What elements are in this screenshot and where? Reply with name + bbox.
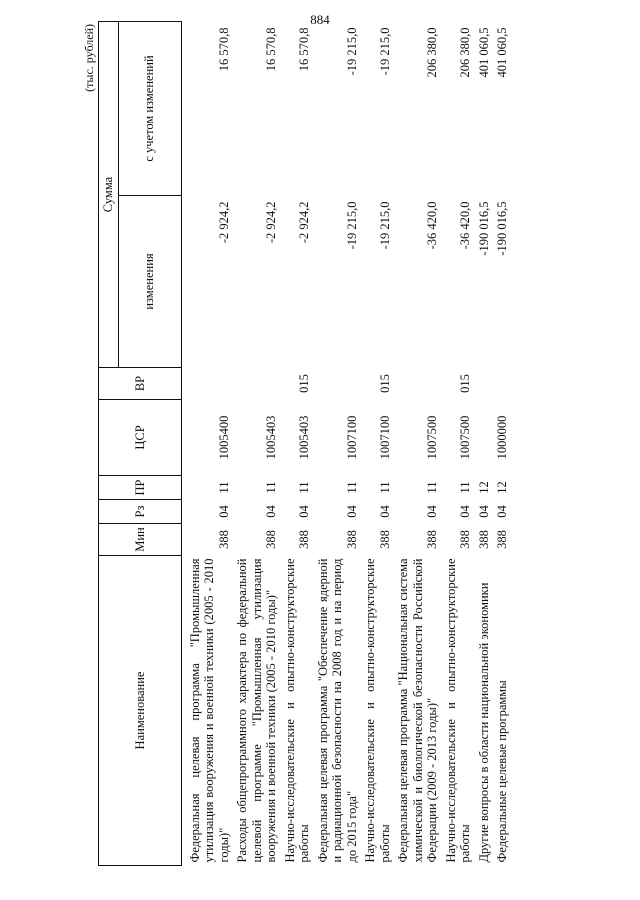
- cell-pr: 11: [297, 481, 311, 494]
- cell-rz: 04: [344, 505, 359, 518]
- cell-total: -19 215,0: [344, 27, 359, 76]
- cell-csr: 1005403: [297, 415, 311, 460]
- cell-rz: 04: [425, 505, 439, 518]
- cell-pr: 11: [425, 481, 439, 494]
- cell-csr: 1000000: [495, 415, 509, 460]
- table-row: [283, 22, 316, 866]
- cell-change: -2 924,2: [216, 201, 231, 244]
- table-row: [444, 22, 477, 866]
- table-header: [99, 22, 182, 866]
- cell-min: 388: [495, 530, 509, 549]
- cell-vr: 015: [458, 374, 472, 393]
- cell-min: 388: [377, 530, 392, 549]
- cell-vr: [181, 368, 235, 400]
- cell-min: 388: [425, 530, 439, 549]
- cell-min: 388: [458, 530, 472, 549]
- cell-csr: 1007500: [425, 415, 439, 460]
- cell-csr: 1007100: [377, 415, 392, 460]
- table-row: [363, 22, 396, 866]
- cell-csr: [477, 400, 496, 476]
- cell-change: -19 215,0: [344, 201, 359, 250]
- cell-name: Федеральная целевая программа "Обеспечение ядерной и радиационной безопасности на 2008 год и на период до 2015 года": [315, 558, 359, 863]
- cell-rz: 04: [264, 505, 278, 518]
- cell-vr: [396, 368, 444, 400]
- cell-pr: 12: [476, 481, 491, 494]
- header-change: изменения: [118, 196, 181, 368]
- header-min: Мин: [99, 524, 182, 556]
- cell-change: -190 016,5: [495, 201, 509, 256]
- cell-min: 388: [264, 530, 278, 549]
- cell-min: 388: [344, 530, 359, 549]
- header-rz: Рз: [99, 500, 182, 524]
- table-row: [181, 22, 235, 866]
- cell-vr: [495, 368, 514, 400]
- cell-min: 388: [476, 530, 491, 549]
- cell-pr: 11: [458, 481, 472, 494]
- table-row: [396, 22, 444, 866]
- cell-total: 206 380,0: [425, 27, 439, 78]
- header-name: Наименование: [99, 556, 182, 866]
- table-body: [181, 22, 514, 866]
- cell-total: 16 570,8: [297, 27, 311, 72]
- header-vr: ВР: [99, 368, 182, 400]
- cell-name: Расходы общепрограммного характера по федеральной целевой программе "Промышленная утилизация вооружения и военной техники (2005 - 2010 годы)": [235, 558, 278, 863]
- cell-change: -2 924,2: [297, 201, 311, 244]
- header-csr: ЦСР: [99, 400, 182, 476]
- cell-min: 388: [216, 530, 231, 549]
- cell-total: 16 570,8: [264, 27, 278, 72]
- table-row: [235, 22, 283, 866]
- cell-change: -36 420,0: [458, 201, 472, 250]
- table-row: [495, 22, 514, 866]
- cell-rz: 04: [458, 505, 472, 518]
- cell-total: 206 380,0: [458, 27, 472, 78]
- cell-total: 401 060,5: [495, 27, 509, 78]
- cell-vr: [316, 368, 364, 400]
- budget-table: [98, 21, 514, 866]
- header-with-changes: с учетом изменений: [118, 22, 181, 196]
- table-row: [477, 22, 496, 866]
- cell-pr: 11: [264, 481, 278, 494]
- cell-csr: 1005403: [264, 415, 278, 460]
- cell-change: -19 215,0: [377, 201, 392, 250]
- header-sum: Сумма: [99, 22, 119, 368]
- units-label: (тыс. рублей): [82, 24, 96, 92]
- cell-csr: 1005400: [216, 415, 231, 460]
- cell-name: Федеральная целевая программа "Национальная система химической и биологической безопасности Российской Федерации (2009 - 2013 годы)": [396, 558, 439, 863]
- cell-rz: 04: [476, 505, 491, 518]
- cell-pr: 11: [344, 481, 359, 494]
- cell-change: -2 924,2: [264, 201, 278, 244]
- rotated-page: [80, 22, 550, 866]
- cell-min: 388: [297, 530, 311, 549]
- cell-total: -19 215,0: [377, 27, 392, 76]
- cell-vr: [235, 368, 283, 400]
- cell-total: 16 570,8: [216, 27, 231, 72]
- cell-name: Федеральная целевая программа "Промышленная утилизация вооружения и военной техники (2005 - 2010 годы)": [187, 558, 231, 863]
- cell-pr: 11: [216, 481, 231, 494]
- cell-name: Научно-исследовательские и опытно-конструкторские работы: [282, 558, 311, 863]
- cell-csr: 1007100: [344, 415, 359, 460]
- cell-rz: 04: [297, 505, 311, 518]
- cell-total: 401 060,5: [476, 27, 491, 78]
- page-number: 884: [310, 12, 330, 27]
- cell-vr: 015: [297, 374, 311, 393]
- cell-pr: 12: [495, 481, 509, 494]
- cell-pr: 11: [377, 481, 392, 494]
- cell-vr: 015: [377, 374, 392, 393]
- cell-name: Научно-исследовательские и опытно-конструкторские работы: [443, 558, 472, 863]
- cell-name: Другие вопросы в области национальной экономики: [476, 582, 491, 863]
- cell-change: -190 016,5: [476, 201, 491, 256]
- cell-rz: 04: [377, 505, 392, 518]
- table-row: [316, 22, 364, 866]
- cell-rz: 04: [216, 505, 231, 518]
- cell-change: -36 420,0: [425, 201, 439, 250]
- cell-rz: 04: [495, 505, 509, 518]
- cell-name: Федеральные целевые программы: [495, 680, 509, 863]
- cell-name: Научно-исследовательские и опытно-конструкторские работы: [363, 558, 392, 863]
- cell-csr: 1007500: [458, 415, 472, 460]
- cell-vr: [477, 368, 496, 400]
- header-pr: ПР: [99, 476, 182, 500]
